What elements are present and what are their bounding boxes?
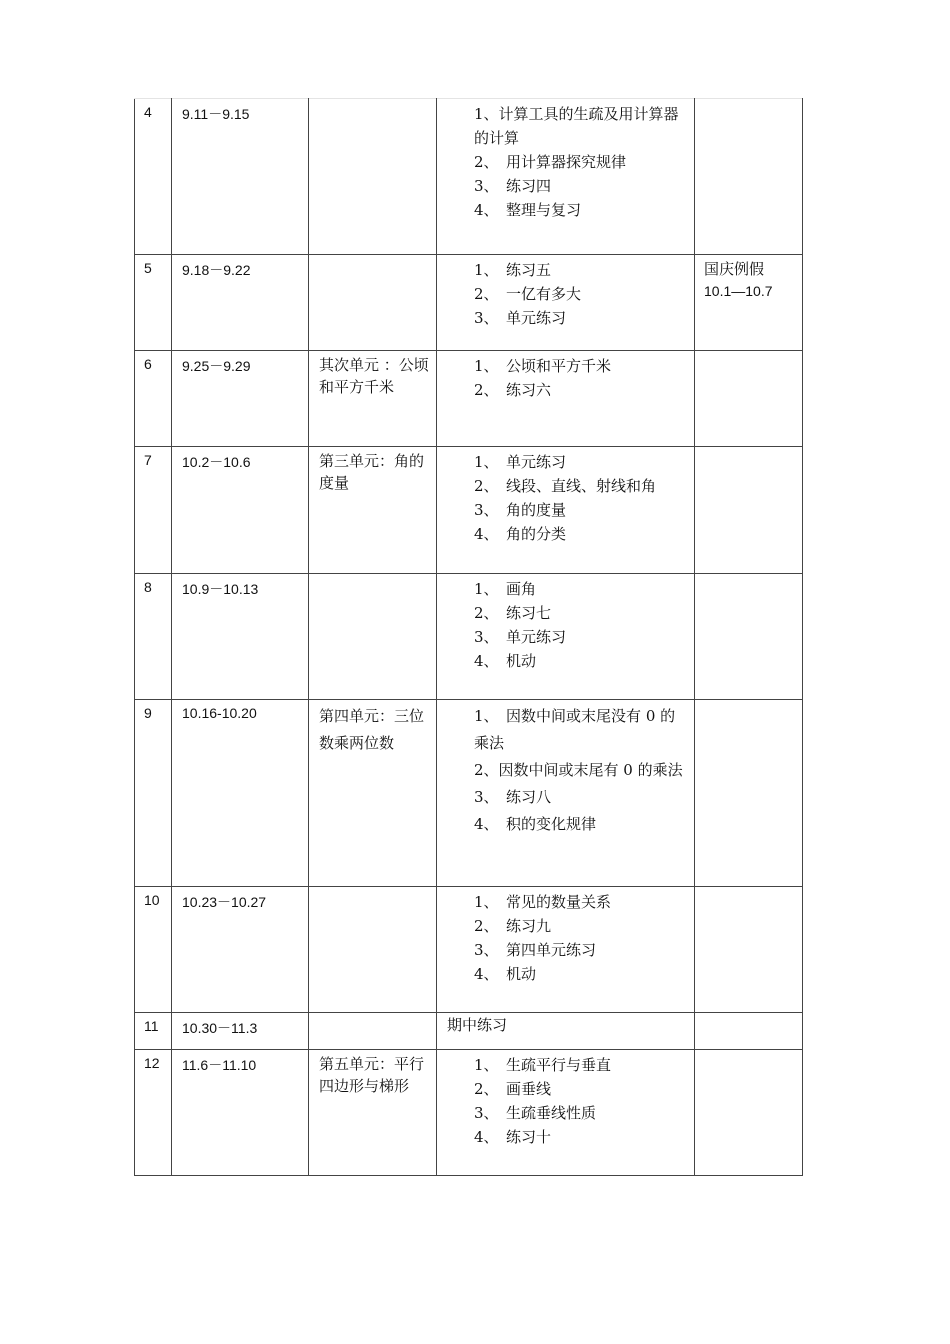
date-range: 10.2－10.6 [182,454,251,470]
table-row [135,700,803,887]
list-item: 1、 因数中间或末尾没有 0 的乘法 [474,707,676,752]
list-item: 1、 常见的数量关系 [474,893,612,911]
unit-cell [309,887,437,1013]
note-text [695,255,802,302]
list-item: 2、 一亿有多大 [474,285,582,303]
table-row [135,1013,803,1050]
date-cell [172,1013,309,1050]
date-cell [172,574,309,700]
unit-title: 第三单元：角的度量 [319,452,425,492]
unit-cell [309,255,437,351]
date-cell [172,887,309,1013]
date-range: 10.16-10.20 [182,705,257,721]
content-cell [437,447,695,574]
content-cell [437,700,695,887]
content-cell [437,574,695,700]
content-cell [437,255,695,351]
table-row [135,1050,803,1176]
unit-cell [309,1013,437,1050]
week-cell [135,574,172,700]
unit-cell [309,574,437,700]
table-row [135,447,803,574]
note-cell [695,447,803,574]
list-item: 2、 画垂线 [474,1080,552,1098]
content-cell [437,1050,695,1176]
unit-title: 第四单元：三位数乘两位数 [319,707,425,752]
list-item: 1、 练习五 [474,261,552,279]
date-cell [172,255,309,351]
list-item: 1、 生疏平行与垂直 [474,1056,612,1074]
date-range: 11.6－11.10 [182,1057,257,1073]
week-number: 6 [144,356,152,372]
week-number: 10 [144,892,160,908]
date-range: 9.11－9.15 [182,106,250,122]
week-cell [135,255,172,351]
list-item: 3、 生疏垂线性质 [474,1104,597,1122]
list-item: 4、 机动 [474,652,537,670]
list-item: 3、 单元练习 [474,309,567,327]
note-cell [695,1013,803,1050]
list-item: 3、 角的度量 [474,501,567,519]
content-cell [437,887,695,1013]
note-cell [695,887,803,1013]
list-item: 3、 练习八 [474,788,552,806]
lesson-list [437,255,694,330]
list-item: 3、 单元练习 [474,628,567,646]
week-cell [135,1050,172,1176]
date-cell [172,700,309,887]
note-text [695,351,802,354]
note-text [695,1050,802,1053]
note-cell [695,574,803,700]
unit-title: 其次单元 ：公顷和平方千米 [319,356,429,396]
date-cell [172,447,309,574]
list-item: 4、 练习十 [474,1128,552,1146]
unit-title: 第五单元：平行四边形与梯形 [319,1055,425,1095]
date-cell [172,99,309,255]
unit-cell [309,99,437,255]
lesson-list [437,351,694,402]
week-number: 7 [144,452,152,468]
list-item: 1、 公顷和平方千米 [474,357,612,375]
date-cell [172,351,309,447]
lesson-list [437,574,694,673]
list-item: 4、 角的分类 [474,525,567,543]
lesson-list [437,447,694,546]
holiday-dates: 10.1—10.7 [704,283,773,299]
holiday-label: 国庆例假 [704,260,765,278]
list-item: 1、计算工具的生疏及用计算器的计算 [474,105,679,147]
week-cell [135,351,172,447]
note-cell [695,1050,803,1176]
note-text [695,574,802,577]
list-item: 4、 机动 [474,965,537,983]
note-text [695,1013,802,1016]
week-cell [135,1013,172,1050]
week-number: 12 [144,1055,160,1071]
unit-cell [309,447,437,574]
lesson-list [437,700,694,838]
date-cell [172,1050,309,1176]
list-item: 3、 练习四 [474,177,552,195]
note-text [695,99,802,102]
note-cell [695,99,803,255]
list-item: 2、 练习六 [474,381,552,399]
list-item: 1、 单元练习 [474,453,567,471]
list-item: 2、 用计算器探究规律 [474,153,627,171]
midterm-label: 期中练习 [447,1016,508,1034]
date-range: 10.23－10.27 [182,894,267,910]
teaching-schedule-table [134,98,803,1176]
date-range: 10.9－10.13 [182,581,259,597]
list-item: 4、 积的变化规律 [474,815,597,833]
week-number: 8 [144,579,152,595]
table-row [135,351,803,447]
week-number: 11 [144,1018,159,1034]
content-cell [437,351,695,447]
note-cell [695,700,803,887]
unit-cell [309,700,437,887]
list-item: 2、 练习九 [474,917,552,935]
week-number: 5 [144,260,152,276]
unit-title [309,574,436,577]
unit-cell [309,351,437,447]
note-cell [695,255,803,351]
note-text [695,447,802,450]
lesson-list [437,99,694,222]
week-cell [135,700,172,887]
lesson-list [437,887,694,986]
week-cell [135,447,172,574]
content-cell [437,99,695,255]
list-item: 4、 整理与复习 [474,201,582,219]
week-cell [135,887,172,1013]
unit-cell [309,1050,437,1176]
unit-title [309,99,436,102]
date-range: 9.25－9.29 [182,358,251,374]
week-number: 4 [144,104,152,120]
week-number: 9 [144,705,152,721]
list-item: 3、 第四单元练习 [474,941,597,959]
list-item: 2、 练习七 [474,604,552,622]
table-row [135,255,803,351]
list-item: 2、因数中间或末尾有 0 的乘法 [474,761,683,779]
table-row [135,99,803,255]
list-item: 1、 画角 [474,580,537,598]
note-cell [695,351,803,447]
note-text [695,700,802,703]
list-item: 2、 线段、直线、射线和角 [474,477,657,495]
table-row [135,574,803,700]
date-range: 10.30－11.3 [182,1020,258,1036]
week-cell [135,99,172,255]
unit-title [309,887,436,890]
content-cell [437,1013,695,1050]
table-row [135,887,803,1013]
lesson-list [437,1050,694,1149]
date-range: 9.18－9.22 [182,262,251,278]
note-text [695,887,802,890]
unit-title [309,1013,436,1016]
unit-title [309,255,436,258]
